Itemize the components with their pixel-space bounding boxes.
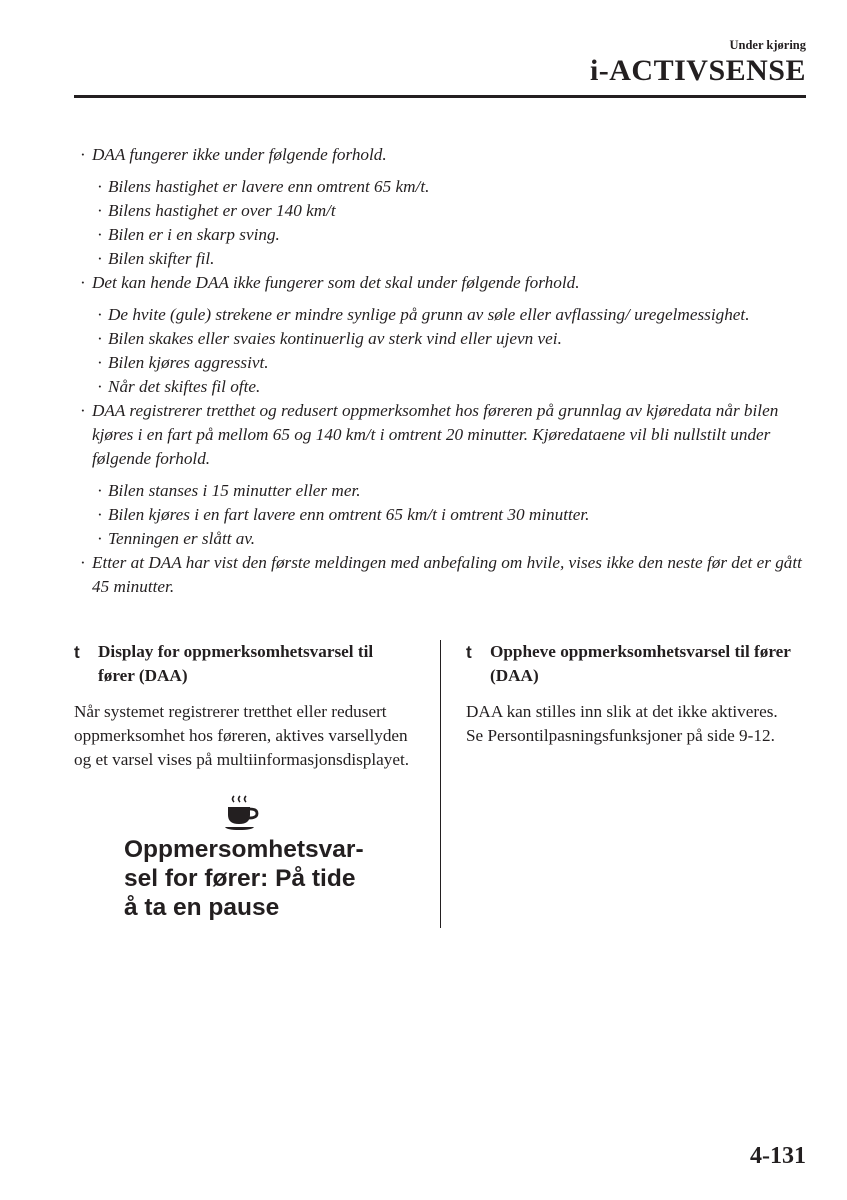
- bullet-dot: ·: [97, 201, 103, 220]
- bullet-item: [76, 271, 816, 295]
- bullet-dot: ·: [97, 481, 103, 500]
- bullet-item: [76, 399, 816, 471]
- display-illustration: [124, 793, 424, 922]
- header-section-label: Under kjøring: [729, 38, 806, 52]
- bullet-text: DAA registrerer tretthet og redusert oppmerksomhet hos føreren på grunnlag av kjøredata når bilen kjøres i en fart på mellom 65 og 140 km/t i omtrent 20 minutter. Kjøredataene vil bli nullstilt under følgende forhold.: [92, 401, 779, 468]
- coffee-cup-icon: [222, 793, 262, 833]
- italic-bullet-list: [76, 143, 816, 599]
- sub-bullet-text: Bilen kjøres aggressivt.: [108, 353, 269, 372]
- left-column: [74, 640, 414, 772]
- sub-bullet-text: Bilen stanses i 15 minutter eller mer.: [108, 481, 361, 500]
- sub-bullet-item: [76, 327, 816, 351]
- section-heading-cancel: [466, 640, 811, 688]
- sub-bullet-text: Bilen kjøres i en fart lavere enn omtrent 65 km/t i omtrent 30 minutter.: [108, 505, 590, 524]
- header-divider: [74, 95, 806, 98]
- sub-bullet-text: Bilen skifter fil.: [108, 249, 215, 268]
- sub-list: [76, 303, 816, 399]
- page-number: 4-131: [750, 1143, 806, 1169]
- sub-bullet-text: De hvite (gule) strekene er mindre synlige på grunn av søle eller avflassing/ uregelmessighet.: [108, 305, 750, 324]
- sub-bullet-item: [76, 503, 816, 527]
- heading-text: Oppheve oppmerksomhetsvarsel til fører (DAA): [490, 642, 791, 685]
- bullet-dot: ·: [97, 377, 103, 396]
- sub-bullet-text: Bilens hastighet er lavere enn omtrent 65 km/t.: [108, 177, 430, 196]
- heading-marker: t: [74, 642, 80, 662]
- sub-list: [76, 479, 816, 551]
- display-message: Oppmersomhetsvar- sel for fører: På tide å ta en pause: [124, 836, 364, 921]
- heading-marker: t: [466, 642, 472, 662]
- sub-bullet-item: [76, 175, 816, 199]
- bullet-dot: ·: [97, 329, 103, 348]
- sub-bullet-text: Bilen skakes eller svaies kontinuerlig av sterk vind eller ujevn vei.: [108, 329, 562, 348]
- sub-bullet-text: Bilen er i en skarp sving.: [108, 225, 280, 244]
- bullet-dot: ·: [97, 529, 103, 548]
- bullet-dot: ·: [97, 225, 103, 244]
- sub-bullet-item: [76, 351, 816, 375]
- bullet-dot: ·: [97, 177, 103, 196]
- bullet-text: Det kan hende DAA ikke fungerer som det skal under følgende forhold.: [92, 273, 580, 292]
- bullet-dot: ·: [97, 505, 103, 524]
- section-body-line: Se Persontilpasningsfunksjoner på side 9-12.: [466, 726, 775, 745]
- sub-bullet-item: [76, 527, 816, 551]
- bullet-dot: ·: [80, 145, 86, 164]
- sub-list: [76, 175, 816, 271]
- bullet-text: Etter at DAA har vist den første meldingen med anbefaling om hvile, vises ikke den neste før det er gått 45 minutter.: [92, 553, 802, 596]
- section-body: [466, 700, 811, 748]
- sub-bullet-item: [76, 247, 816, 271]
- sub-bullet-text: Tenningen er slått av.: [108, 529, 256, 548]
- bullet-dot: ·: [80, 553, 86, 572]
- bullet-dot: ·: [97, 353, 103, 372]
- sub-bullet-item: [76, 199, 816, 223]
- bullet-text: DAA fungerer ikke under følgende forhold.: [92, 145, 387, 164]
- bullet-dot: ·: [80, 273, 86, 292]
- bullet-item: [76, 143, 816, 167]
- sub-bullet-item: [76, 303, 816, 327]
- column-divider: [440, 640, 441, 928]
- bullet-item: [76, 551, 816, 599]
- section-heading-display: [74, 640, 414, 688]
- sub-bullet-item: [76, 223, 816, 247]
- right-column: [466, 640, 811, 748]
- bullet-dot: ·: [97, 305, 103, 324]
- page-title: i-ACTIVSENSE: [589, 54, 806, 87]
- sub-bullet-item: [76, 375, 816, 399]
- sub-bullet-text: Bilens hastighet er over 140 km/t: [108, 201, 336, 220]
- bullet-dot: ·: [80, 401, 86, 420]
- section-body: Når systemet registrerer tretthet eller redusert oppmerksomhet hos føreren, aktives varsellyden og et varsel vises på multiinformasjonsdisplayet.: [74, 702, 410, 769]
- heading-text: Display for oppmerksomhetsvarsel til fører (DAA): [98, 642, 374, 685]
- sub-bullet-item: [76, 479, 816, 503]
- section-body-line: DAA kan stilles inn slik at det ikke aktiveres.: [466, 702, 778, 721]
- sub-bullet-text: Når det skiftes fil ofte.: [108, 377, 261, 396]
- bullet-dot: ·: [97, 249, 103, 268]
